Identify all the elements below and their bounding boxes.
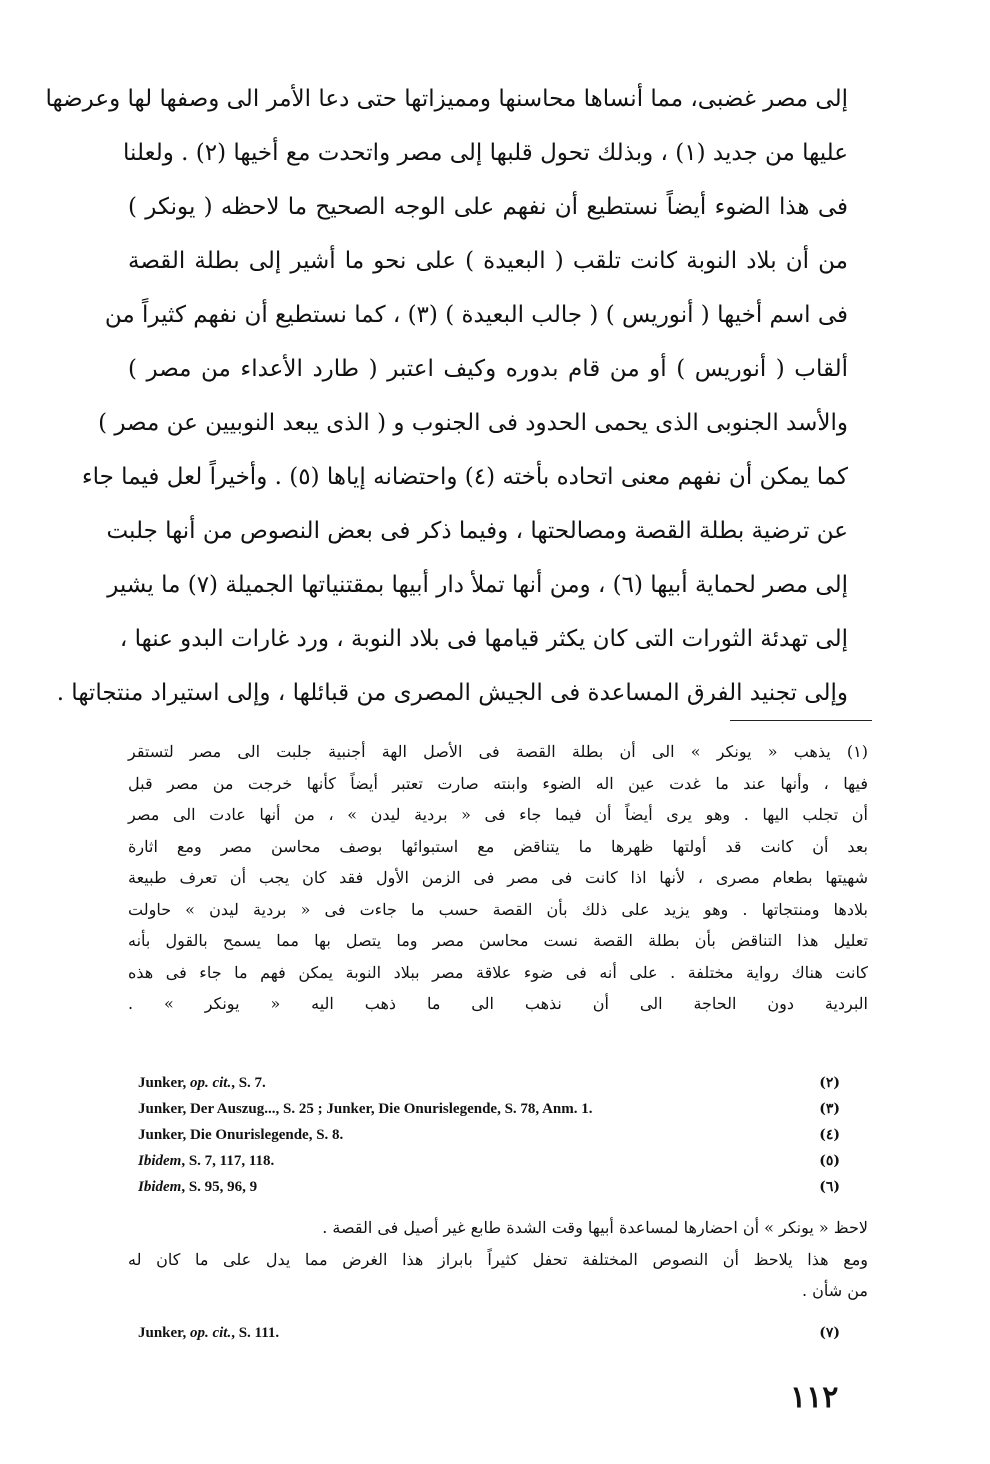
footnote-line: لاحظ « يونكر » أن احضارها لمساعدة أبيها وقت الشدة طابع غير أصيل فى القصة . — [322, 1218, 868, 1237]
footnote-1 — [128, 736, 868, 1051]
page-number: ١١٢ — [790, 1380, 839, 1415]
footnote-6 — [128, 1174, 840, 1200]
footnote-2 — [128, 1070, 840, 1096]
latin-footnotes — [128, 1070, 840, 1200]
footnote-number: (٢) — [819, 1075, 840, 1091]
footnote-line — [128, 1020, 868, 1052]
main-text — [45, 72, 848, 774]
footnote-number: (٧) — [819, 1325, 840, 1341]
footnote-number: (٣) — [819, 1101, 840, 1117]
footnote-4 — [128, 1122, 840, 1148]
body-line: وإلى تجنيد الفرق المساعدة فى الجيش المصرى من قبائلها ، وإلى استيراد منتجاتها . — [56, 680, 848, 706]
body-line: من أن بلاد النوبة كانت تلقب ( البعيدة ) على نحو ما أشير إلى بطلة القصة — [128, 248, 848, 274]
footnote-5 — [128, 1148, 840, 1174]
citation: Junker, op. cit., S. 7. — [138, 1075, 266, 1091]
footnote-line: أن تجلب اليها . وهو يرى أيضاً أن فيما جاء فى « بردية ليدن » ، من أنها عادت الى مصر — [128, 805, 868, 824]
footnote-7 — [128, 1320, 840, 1346]
footnote-line: تعليل هذا التناقض بأن بطلة القصة نست محاسن مصر وما يتصل بها مما يسمح بالقول بأنه — [128, 931, 868, 950]
body-line: عن ترضية بطلة القصة ومصالحتها ، وفيما ذكر فى بعض النصوص من أنها جلبت — [106, 518, 848, 544]
citation: Ibidem, S. 7, 117, 118. — [138, 1153, 275, 1169]
footnote-line: بعد أن كانت قد أولتها ظهرها ما يتناقض مع استبوائها بوصف محاسن مصر ومع اثارة — [128, 836, 868, 856]
footnote-line: ومع هذا يلاحظ أن النصوص المختلفة تحفل كثيراً بابراز هذا الغرض مما يدل على ما كان له — [128, 1249, 868, 1269]
citation: Junker, Der Auszug..., S. 25 ; Junker, Die Onurislegende, S. 78, Anm. 1. — [138, 1101, 593, 1117]
footnote-line: (١) يذهب « يونكر » الى أن بطلة القصة فى الأصل الهة أجنبية جلبت الى مصر لتستقر — [128, 742, 868, 761]
footnote-line: بلادها ومنتجاتها . وهو يزيد على ذلك بأن القصة حسب ما جاءت فى « بردية ليدن » حاولت — [128, 899, 868, 919]
body-line: فى اسم أخيها ( أنوريس ) ( جالب البعيدة ) (٣) ، كما نستطيع أن نفهم كثيراً من — [104, 302, 848, 328]
footnote-divider — [730, 720, 872, 721]
body-line: والأسد الجنوبى الذى يحمى الحدود فى الجنوب و ( الذى يبعد النوبيين عن مصر ) — [98, 410, 848, 436]
footnote-number: (٦) — [819, 1179, 840, 1195]
body-line: فى هذا الضوء أيضاً نستطيع أن نفهم على الوجه الصحيح ما لاحظه ( يونكر ) — [128, 194, 848, 220]
body-line: ألقاب ( أنوريس ) أو من قام بدوره وكيف اعتبر ( طارد الأعداء من مصر ) — [128, 356, 848, 382]
body-line: إلى مصر لحماية أبيها (٦) ، ومن أنها تملأ دار أبيها بمقتنياتها الجميلة (٧) ما يشير — [107, 572, 848, 598]
body-line: إلى مصر غضبى، مما أنساها محاسنها ومميزاتها حتى دعا الأمر الى وصفها لها وعرضها — [45, 86, 848, 112]
footnote-line: كانت هناك رواية مختلفة . على أنه فى ضوء علاقة مصر ببلاد النوبة يمكن فهم ما جاء فى هذه — [128, 962, 869, 982]
footnote-line: البردية دون الحاجة الى أن نذهب الى ما ذهب اليه « يونكر » . — [128, 994, 868, 1013]
footnote-number: (٥) — [819, 1153, 840, 1169]
footnote-number: (٤) — [819, 1127, 840, 1143]
footnote-line: من شأن . — [801, 1281, 868, 1300]
body-line: عليها من جديد (١) ، وبذلك تحول قلبها إلى مصر واتحدت مع أخيها (٢) . ولعلنا — [123, 140, 848, 166]
footnote-3 — [128, 1096, 840, 1122]
body-line: إلى تهدئة الثورات التى كان يكثر قيامها فى بلاد النوبة ، ورد غارات البدو عنها ، — [119, 626, 848, 652]
citation: Ibidem, S. 95, 96, 9 — [138, 1179, 258, 1195]
citation: Junker, op. cit., S. 111. — [138, 1325, 280, 1341]
footnote-6-note — [128, 1212, 868, 1307]
citation: Junker, Die Onurislegende, S. 8. — [138, 1127, 344, 1143]
latin-footnote-7 — [128, 1320, 840, 1346]
footnote-line: فيها ، وأنها عند ما غدت عين اله الضوء وابنته صارت تعتبر أيضاً كأنها خرجت من مصر قبل — [128, 773, 868, 793]
body-line: كما يمكن أن نفهم معنى اتحاده بأخته (٤) واحتضانه إياها (٥) . وأخيراً لعل فيما جاء — [81, 464, 848, 490]
footnote-line: شهيتها بطعام مصرى ، لأنها اذا كانت فى مصر فى الزمن الأول فقد كان يجب أن تعرف طبيعة — [128, 868, 869, 887]
